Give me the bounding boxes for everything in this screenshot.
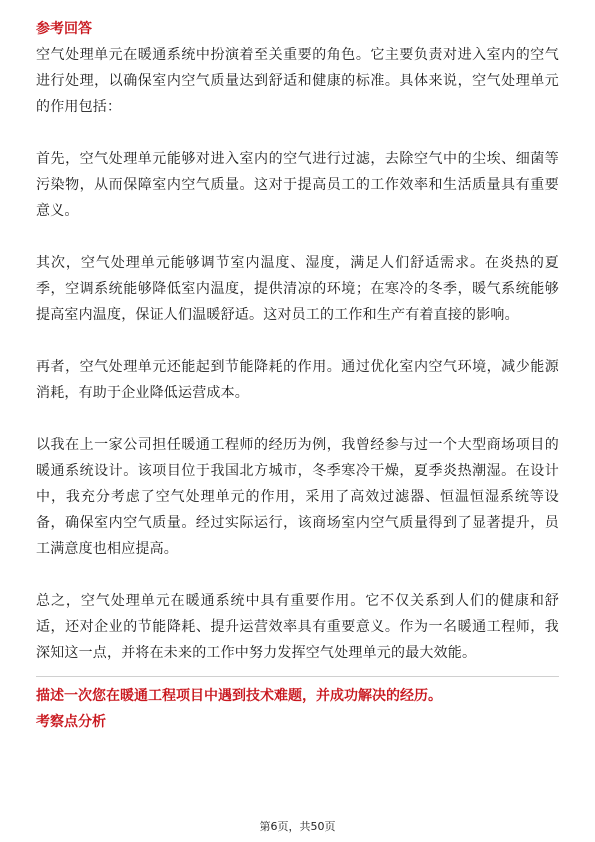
paragraph-intro: 空气处理单元在暖通系统中扮演着至关重要的角色。它主要负责对进入室内的空气进行处理，以确保室内空气质量达到舒适和健康的标准。具体来说，空气处理单元的作用包括：	[36, 47, 559, 115]
page-footer: 第6页，共50页	[259, 820, 336, 833]
next-question: 描述一次您在暖通工程项目中遇到技术难题，并成功解决的经历。	[36, 688, 442, 704]
analysis-heading: 考察点分析	[36, 714, 106, 730]
paragraph-experience: 以我在上一家公司担任暖通工程师的经历为例，我曾经参与过一个大型商场项目的暖通系统设计。该项目位于我国北方城市，冬季寒冷干燥，夏季炎热潮湿。在设计中，我充分考虑了空气处理单元的作用，采用了高效过滤器、恒温恒湿系统等设备，确保室内空气质量。经过实际运行，该商场室内空气质量得到了显著提升，员工满意度也相应提高。	[36, 437, 559, 557]
answer-heading: 参考回答	[36, 21, 92, 37]
document-page	[36, 18, 559, 733]
paragraph-energy: 再者，空气处理单元还能起到节能降耗的作用。通过优化室内空气环境，减少能源消耗，有助于企业降低运营成本。	[36, 359, 559, 401]
paragraph-filtering: 首先，空气处理单元能够对进入室内的空气进行过滤，去除空气中的尘埃、细菌等污染物，从而保障室内空气质量。这对于提高员工的工作效率和生活质量具有重要意义。	[36, 151, 559, 219]
paragraph-summary: 总之，空气处理单元在暖通系统中具有重要作用。它不仅关系到人们的健康和舒适，还对企业的节能降耗、提升运营效率具有重要意义。作为一名暖通工程师，我深知这一点，并将在未来的工作中努力发挥空气处理单元的最大效能。	[36, 593, 559, 661]
paragraph-temperature: 其次，空气处理单元能够调节室内温度、湿度，满足人们舒适需求。在炎热的夏季，空调系统能够降低室内温度，提供清凉的环境；在寒冷的冬季，暖气系统能够提高室内温度，保证人们温暖舒适。这对员工的工作和生产有着直接的影响。	[36, 255, 559, 323]
